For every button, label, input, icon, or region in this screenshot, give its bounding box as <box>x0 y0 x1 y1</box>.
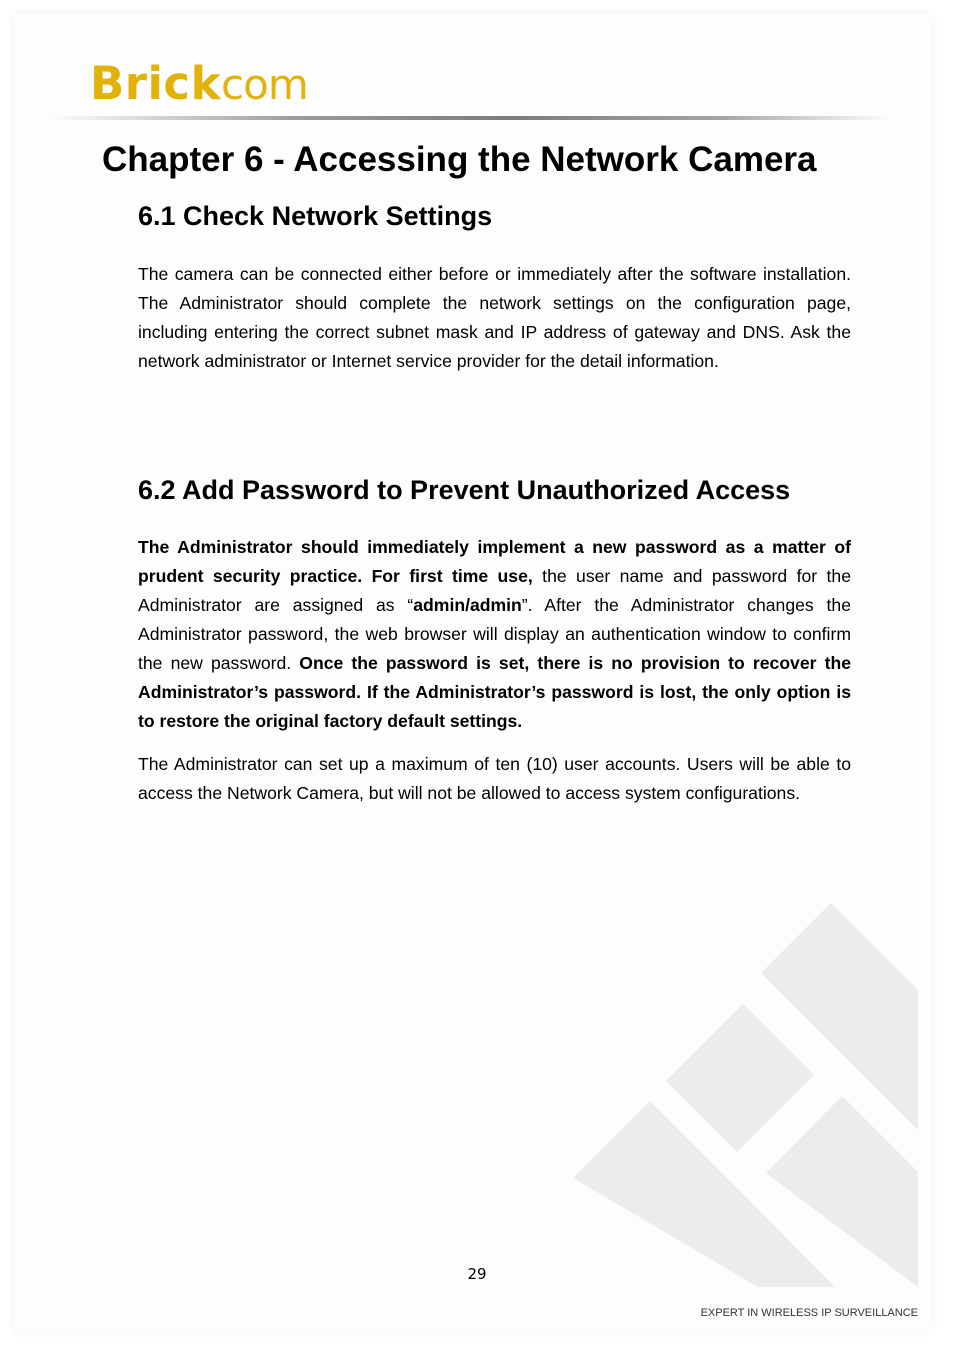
footer-tagline: EXPERT IN WIRELESS IP SURVEILLANCE <box>700 1307 918 1319</box>
warning-text-1: The Administrator should immediately implement a new password as a matter of prudent security practice. For first time use, <box>138 537 851 586</box>
logo-wordmark-bold: Brick <box>90 57 222 110</box>
brickcom-logo <box>90 58 308 110</box>
default-credentials: admin/admin <box>413 595 522 615</box>
warning-text-2: Once the password is set, there is no provision to recover the Administrator’s password. If the Administrator’s password is lost, the only option is to restore the original factory default settings. <box>138 653 851 731</box>
section-6-2-paragraph-2: The Administrator can set up a maximum of ten (10) user accounts. Users will be able to access the Network Camera, but will not be allowed to access system configurations. <box>138 754 851 803</box>
page-number: 29 <box>467 1265 487 1283</box>
section-heading-6-1: 6.1 Check Network Settings <box>138 201 493 231</box>
body-text-2: ”. After the Administrator changes the Administrator password, the web browser will display an authentication window to confirm the new password. <box>138 595 851 673</box>
body-text-1: the user name and password for the Administrator are assigned as “ <box>138 566 851 615</box>
section-6-2-paragraph-1 <box>138 533 851 736</box>
logo-wordmark-light: com <box>221 60 308 109</box>
chapter-title: Chapter 6 - Accessing the Network Camera <box>102 140 817 179</box>
header-divider <box>50 116 890 120</box>
section-heading-6-2: 6.2 Add Password to Prevent Unauthorized Access <box>138 475 791 505</box>
section-6-1-paragraph: The camera can be connected either before or immediately after the software installation. The Administrator should complete the network settings on the configuration page, including entering the correct subnet mask and IP address of gateway and DNS. Ask the network administrator or Internet service provider for the detail information. <box>138 264 851 371</box>
